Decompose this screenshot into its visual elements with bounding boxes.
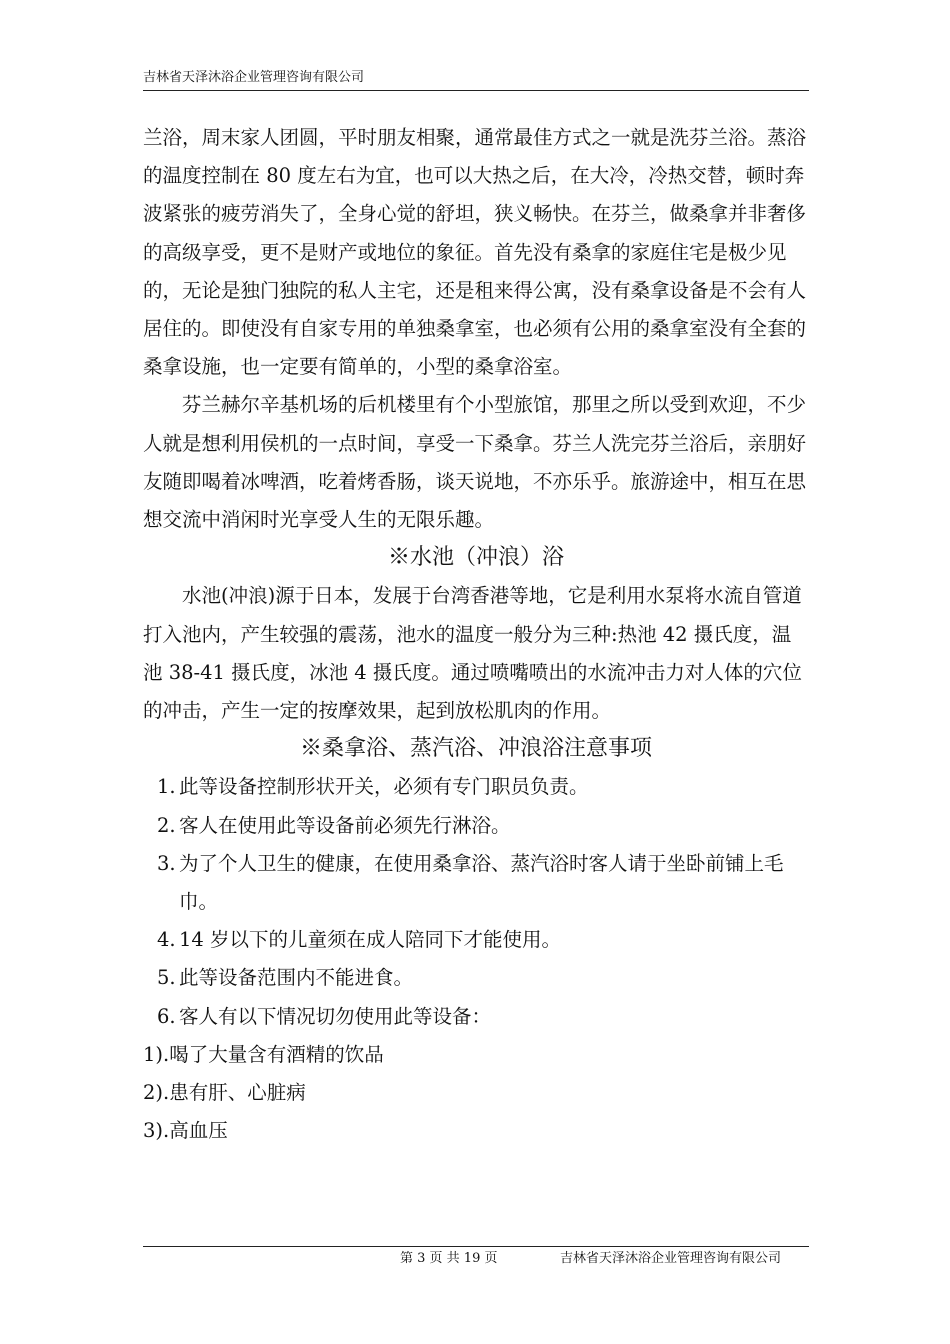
page-header: [143, 70, 809, 91]
list-item: [143, 807, 809, 845]
page-number: 第 3 页 共 19 页: [400, 1251, 498, 1266]
sub-item: 2).患有肝、心脏病: [143, 1081, 306, 1105]
list-item-text: 客人在使用此等设备前必须先行淋浴。: [179, 813, 511, 837]
list-item-text: 14 岁以下的儿童须在成人陪同下才能使用。: [179, 928, 562, 952]
list-item-number: 1.: [157, 775, 176, 799]
body-paragraph-2: 芬兰赫尔辛基机场的后机楼里有个小型旅馆，那里之所以受到欢迎，不少人就是想利用侯机的一点时间，享受一下桑拿。芬兰人洗完芬兰浴后，亲朋好友随即喝着冰啤酒，吃着烤香肠，谈天说地，不亦乐乎。旅游途中，相互在思想交流中消闲时光享受人生的无限乐趣。: [143, 393, 807, 532]
body-paragraph-3: 水池(冲浪)源于日本，发展于台湾香港等地，它是利用水泵将水流自管道打入池内，产生较强的震荡，池水的温度一般分为三种:热池 42 摄氏度，温池 38-41 摄氏度，冰池 4 摄氏度。通过喷嘴喷出的水流冲击力对人体的穴位的冲击，产生一定的按摩效果，起到放松肌肉的作用。: [143, 584, 802, 723]
footer-company-name: 吉林省天泽沐浴企业管理咨询有限公司: [560, 1251, 782, 1266]
list-item-text: 客人有以下情况切勿使用此等设备：: [179, 1004, 492, 1028]
list-item-text: 此等设备控制形状开关，必须有专门职员负责。: [179, 775, 589, 799]
list-item: [143, 959, 809, 997]
list-item-number: 2.: [157, 813, 176, 837]
list-item: [143, 998, 809, 1036]
precautions-list: [143, 768, 809, 1035]
document-body: [143, 119, 809, 1150]
section-title-pool-bath: ※水池（冲浪）浴: [387, 545, 564, 571]
header-company-name: 吉林省天泽沐浴企业管理咨询有限公司: [143, 70, 365, 85]
list-item-text: 此等设备范围内不能进食。: [179, 966, 414, 990]
list-item-number: 4.: [157, 928, 176, 952]
list-item-number: 3.: [157, 851, 176, 875]
sub-item: 3).高血压: [143, 1119, 228, 1143]
body-paragraph-1: 兰浴，周末家人团圆，平时朋友相聚，通常最佳方式之一就是洗芬兰浴。蒸浴的温度控制在 80 度左右为宜，也可以大热之后，在大冷，冷热交替，顿时奔波紧张的疲劳消失了，全身心觉的舒坦，狭义畅快。在芬兰，做桑拿并非奢侈的高级享受，更不是财产或地位的象征。首先没有桑拿的家庭住宅是极少见的，无论是独门独院的私人主宅，还是租来得公寓，没有桑拿设备是不会有人居住的。即使没有自家专用的单独桑拿室，也必须有公用的桑拿室没有全套的桑拿设施，也一定要有简单的，小型的桑拿浴室。: [143, 126, 807, 379]
list-item-number: 5.: [157, 966, 176, 990]
sub-item: 1).喝了大量含有酒精的饮品: [143, 1042, 384, 1066]
section-title-precautions: ※桑拿浴、蒸汽浴、冲浪浴注意事项: [299, 736, 652, 762]
list-item-number: 6.: [157, 1004, 176, 1028]
list-item: [143, 768, 809, 806]
list-item: [143, 845, 809, 921]
footer-divider: [143, 1246, 809, 1247]
list-item-text: 为了个人卫生的健康，在使用桑拿浴、蒸汽浴时客人请于坐卧前铺上毛巾。: [179, 851, 784, 914]
list-item: [143, 921, 809, 959]
